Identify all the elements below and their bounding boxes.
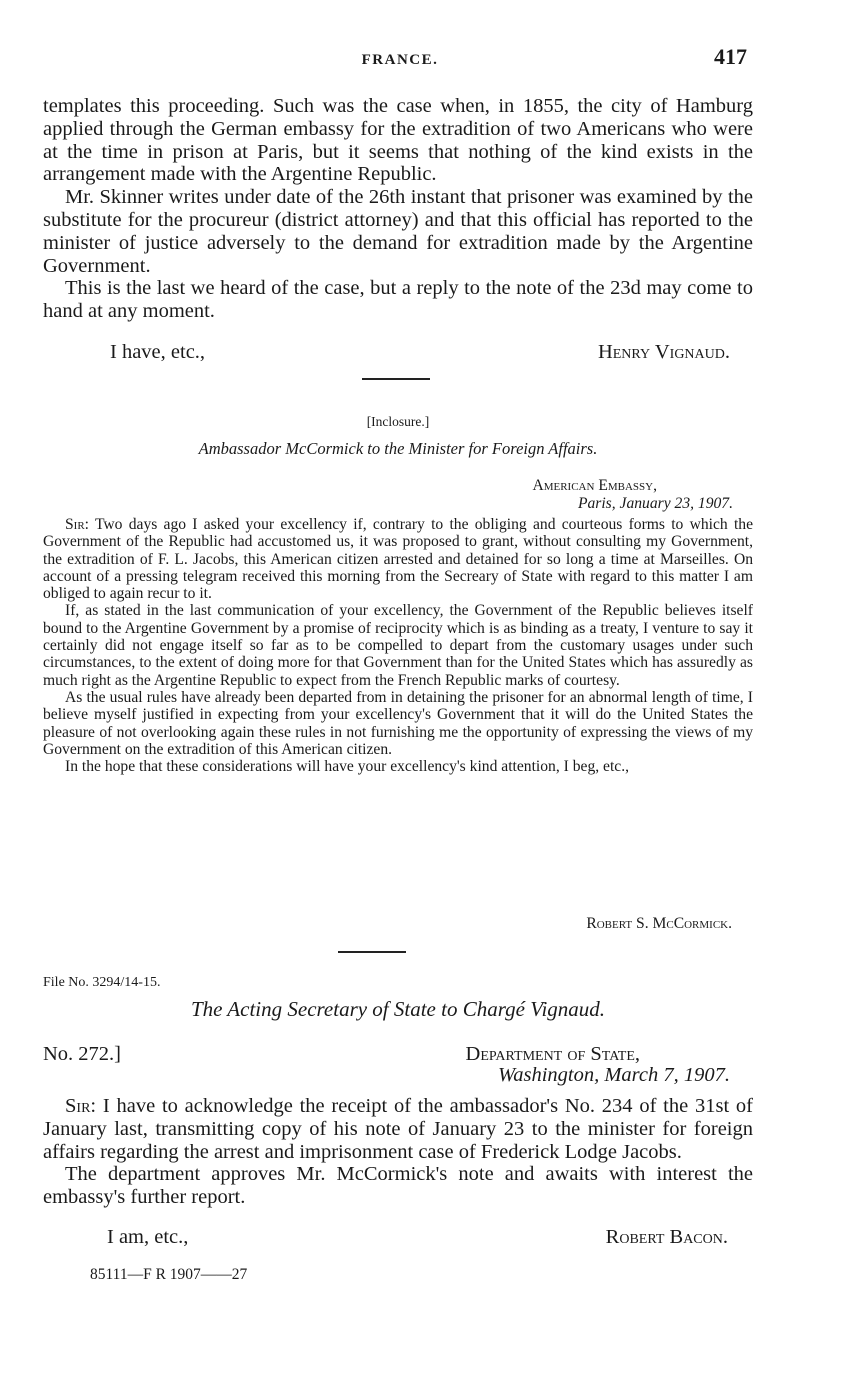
page-number: 417 <box>714 44 747 69</box>
inclosure-paragraph: Two days ago I asked your excellency if, contrary to the obliging and courteous forms to which the Government of the Republic had accustomed us, it was proposed to grant, without consulting my Government, the extradition of F. L. Jacobs, this American citizen arrested and detained for so long a time at Marseilles. On account of a pressing telegram received this morning from the Secreary of State with regard to this matter I am obliged to again recur to it. <box>43 516 753 603</box>
letter1-paragraph: This is the last we heard of the case, but a reply to the note of the 23d may come to hand at any moment. <box>43 277 753 323</box>
inclosure-signature: Robert S. McCormick. <box>586 915 732 932</box>
section-divider <box>362 378 430 380</box>
letter2-signature: Robert Bacon. <box>605 1226 728 1248</box>
inclosure-paragraph: As the usual rules have already been departed from in detaining the prisoner for an abnormal length of time, I believe myself justified in expecting from your excellency's Government that it will do the United States the pleasure of not overlooking again these rules in not furnishing me the opportunity of expressing the views of my Government on the extradition of this American citizen. <box>43 688 753 758</box>
letter1-body <box>43 95 753 323</box>
letter2-closing: I am, etc., <box>107 1226 189 1248</box>
letter1-closing: I have, etc., <box>110 341 206 363</box>
inclosure-paragraph: If, as stated in the last communication of your excellency, the Government of the Republic believes itself bound to the Argentine Government by a promise of reciprocity which is as binding as a treaty, I venture to say it certainly did not engage itself so far as to be compelled to depart from the customary usages under such circumstances, to the extent of doing more for that Government than for the United States which has assuredly as much right as the Argentine Republic to expect from the French Republic marks of courtesy. <box>43 602 753 689</box>
letter2-paragraph: The department approves Mr. McCormick's note and awaits with interest the embassy's further report. <box>43 1163 753 1209</box>
letter1-paragraph: Mr. Skinner writes under date of the 26th instant that prisoner was examined by the substitute for the procureur (district attorney) and that this official has reported to the minister of justice adversely to the demand for extradition made by the Argentine Government. <box>43 186 753 277</box>
letter1-signature: Henry Vignaud. <box>597 341 730 363</box>
inclosure-heading: Ambassador McCormick to the Minister for Foreign Affairs. <box>198 439 598 458</box>
running-header-title: FRANCE. <box>361 52 439 68</box>
section-divider <box>338 951 406 953</box>
letter2-from: Department of State, <box>465 1043 640 1065</box>
inclosure-salutation: Sir: <box>65 516 90 533</box>
letter2-salutation: Sir: <box>65 1095 97 1117</box>
inclosure-from: American Embassy, <box>532 477 657 494</box>
inclosure-label: [Inclosure.] <box>366 414 430 429</box>
inclosure-paragraph: In the hope that these considerations will have your excellency's kind attention, I beg, etc., <box>65 758 630 776</box>
print-footer: 85111—F R 1907——27 <box>90 1266 248 1283</box>
letter2-heading: The Acting Secretary of State to Chargé Vignaud. <box>190 997 606 1021</box>
file-number: File No. 3294/14-15. <box>43 975 161 990</box>
letter2-number: No. 272.] <box>43 1043 122 1065</box>
inclosure-body <box>43 516 753 775</box>
letter1-paragraph: templates this proceeding. Such was the case when, in 1855, the city of Hamburg applied through the German embassy for the extradition of two Americans who were at the time in prison at Paris, but it seems that nothing of the kind exists in the arrangement made with the Argentine Republic. <box>43 95 753 186</box>
inclosure-place-date: Paris, January 23, 1907. <box>577 495 733 512</box>
letter2-place-date: Washington, March 7, 1907. <box>498 1064 730 1086</box>
letter2-body <box>43 1095 753 1209</box>
letter2-paragraph: I have to acknowledge the receipt of the ambassador's No. 234 of the 31st of January last, transmitting copy of his note of January 23 to the minister for foreign affairs regarding the arrest and imprisonment case of Frederick Lodge Jacobs. <box>43 1095 754 1163</box>
